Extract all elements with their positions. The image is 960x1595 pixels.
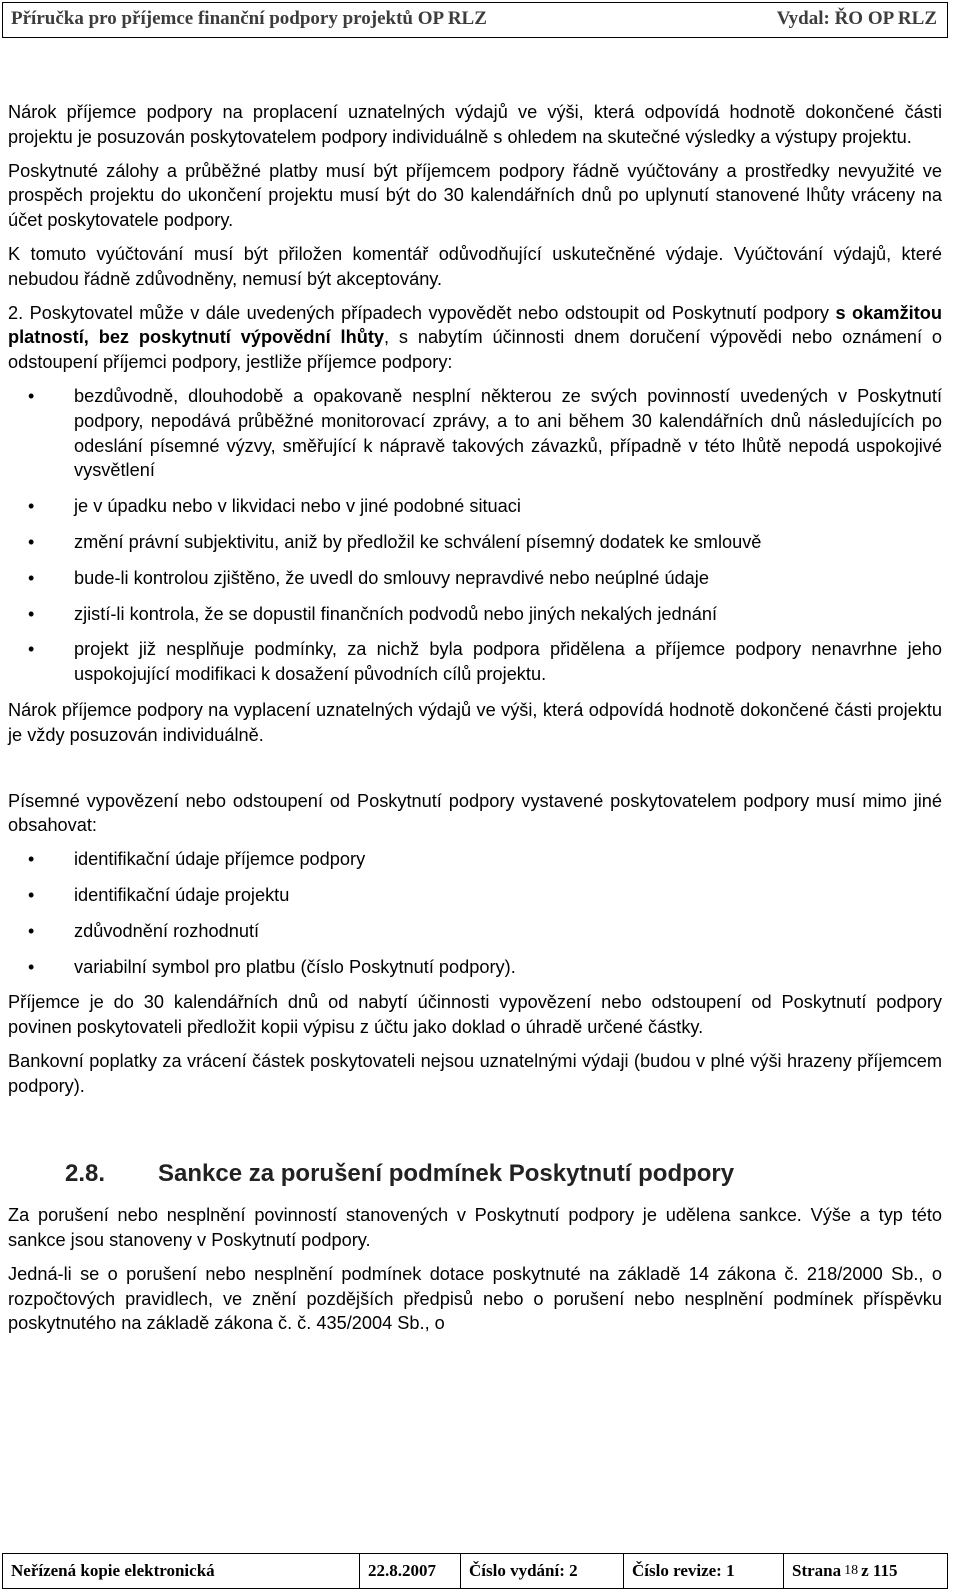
footer-revision: Číslo revize: 1: [624, 1554, 784, 1588]
paragraph-9: Za porušení nebo nesplnění povinností stanovených v Poskytnutí podpory je udělena sankce. Výše a typ této sankce jsou stanoveny v Poskytnutí podpory.: [8, 1205, 942, 1251]
bullet-icon: •: [28, 884, 35, 905]
section-heading: [8, 1159, 942, 1187]
page-header: [2, 2, 948, 38]
list-item-text: bezdůvodně, dlouhodobě a opakovaně nesplní některou ze svých povinností uvedených v Poskytnutí podpory, nepodává průběžné monitorovací zprávy, a to ani během 30 kalendářních dnů následujících po odeslání písemné výzvy, směřující k nápravě takových závazků, případně v této lhůtě nepodá uspokojivé vysvětlení: [74, 385, 942, 481]
bullet-icon: •: [28, 956, 35, 977]
list-item-text: změní právní subjektivitu, aniž by předložil ke schválení písemný dodatek ke smlouvě: [74, 531, 762, 552]
footer-page-number: [784, 1554, 947, 1588]
current-page: 18: [844, 1563, 859, 1578]
bullet-icon: •: [28, 603, 35, 624]
bullet-icon: •: [28, 920, 35, 941]
bullet-icon: •: [28, 385, 35, 406]
paragraph-7: Příjemce je do 30 kalendářních dnů od nabytí účinnosti vypovězení nebo odstoupení od Poskytnutí podpory povinen poskytovateli předložit kopii výpisu z účtu jako doklad o úhradě určené částky.: [8, 992, 942, 1038]
list-item: [8, 530, 942, 555]
list-item: [8, 847, 942, 872]
paragraph-4-emphasis: s okamžitou platností, bez poskytnutí výpovědní lhůty: [8, 302, 942, 348]
paragraph-4: [8, 301, 942, 375]
list-item: [8, 494, 942, 519]
paragraph-6: Písemné vypovězení nebo odstoupení od Poskytnutí podpory vystavené poskytovatelem podpory musí mimo jiné obsahovat:: [8, 790, 942, 836]
list-item-text: bude-li kontrolou zjištěno, že uvedl do smlouvy nepravdivé nebo neúplné údaje: [74, 567, 709, 588]
termination-reasons-list: [8, 384, 942, 687]
list-item: [8, 602, 942, 627]
paragraph-4-end: , s nabytím účinnosti dnem doručení výpovědi nebo oznámení o odstoupení příjemci podpory, jestliže příjemce podpory:: [8, 327, 942, 373]
bullet-icon: •: [28, 531, 35, 552]
paragraph-1: Nárok příjemce podpory na proplacení uznatelných výdajů ve výši, která odpovídá hodnotě dokončené části projektu je posuzován poskytovatelem podpory individuálně s ohledem na skutečné výsledky a výstupy projektu.: [8, 102, 942, 147]
bullet-icon: •: [28, 639, 35, 660]
list-item-text: identifikační údaje projektu: [74, 884, 290, 905]
header-publisher: Vydal: ŘO OP RLZ: [776, 8, 937, 29]
paragraph-4-start: 2. Poskytovatel může v dále uvedených případech vypovědět nebo odstoupit od Poskytnutí podpory: [8, 302, 836, 323]
bullet-icon: •: [28, 849, 35, 870]
section-number: 2.8.: [65, 1159, 106, 1187]
footer-issue: Číslo vydání: 2: [461, 1554, 624, 1588]
of-label: z: [861, 1561, 869, 1580]
list-item: [8, 919, 942, 944]
page-footer: [2, 1553, 948, 1589]
list-item: [8, 955, 942, 980]
bullet-icon: •: [28, 567, 35, 588]
list-item-text: variabilní symbol pro platbu (číslo Poskytnutí podpory).: [74, 956, 516, 977]
list-item: [8, 566, 942, 591]
list-item-text: zjistí-li kontrola, že se dopustil finančních podvodů nebo jiných nekalých jednání: [74, 603, 718, 624]
document-body: [8, 100, 942, 1345]
list-item: [8, 384, 942, 483]
list-item-text: je v úpadku nebo v likvidaci nebo v jiné podobné situaci: [74, 496, 521, 517]
footer-copy-type: Neřízená kopie elektronická: [3, 1554, 360, 1588]
paragraph-3: K tomuto vyúčtování musí být přiložen komentář odůvodňující uskutečněné výdaje. Vyúčtování výdajů, které nebudou řádně zdůvodněny, nemusí být akceptovány.: [8, 243, 942, 289]
list-item-text: projekt již nesplňuje podmínky, za nichž byla podpora přidělena a příjemce podpory nenavrhne jeho uspokojující modifikaci k dosažení původních cílů projektu.: [74, 639, 942, 685]
paragraph-8: Bankovní poplatky za vrácení částek poskytovateli nejsou uznatelnými výdaji (budou v plné výši hrazeny příjemcem podpory).: [8, 1050, 942, 1096]
list-item-text: zdůvodnění rozhodnutí: [74, 920, 260, 941]
footer-date: 22.8.2007: [360, 1554, 461, 1588]
page-label: Strana: [792, 1561, 842, 1580]
header-title: Příručka pro příjemce finanční podpory projektů OP RLZ: [11, 8, 487, 29]
section-title: Sankce za porušení podmínek Poskytnutí podpory: [158, 1159, 735, 1187]
paragraph-10: Jedná-li se o porušení nebo nesplnění podmínek dotace poskytnuté na základě 14 zákona č. 218/2000 Sb., o rozpočtových pravidlech, ve znění pozdějších předpisů nebo o porušení nebo nesplnění podmínek příspěvku poskytnutého na základě zákona č. č. 435/2004 Sb., o: [8, 1263, 942, 1334]
total-pages: 115: [872, 1561, 898, 1580]
list-item: [8, 637, 942, 687]
list-item: [8, 883, 942, 908]
notice-contents-list: [8, 847, 942, 979]
list-item-text: identifikační údaje příjemce podpory: [74, 849, 366, 870]
bullet-icon: •: [28, 496, 35, 517]
paragraph-2: Poskytnuté zálohy a průběžné platby musí být příjemcem podpory řádně vyúčtovány a prostředky nevyužité ve prospěch projektu do ukončení projektu musí být do 30 kalendářních dnů po uplynutí stanovené lhůty vráceny na účet poskytovatele podpory.: [8, 160, 942, 231]
paragraph-5: Nárok příjemce podpory na vyplacení uznatelných výdajů ve výši, která odpovídá hodnotě dokončené části projektu je vždy posuzován individuálně.: [8, 699, 942, 745]
